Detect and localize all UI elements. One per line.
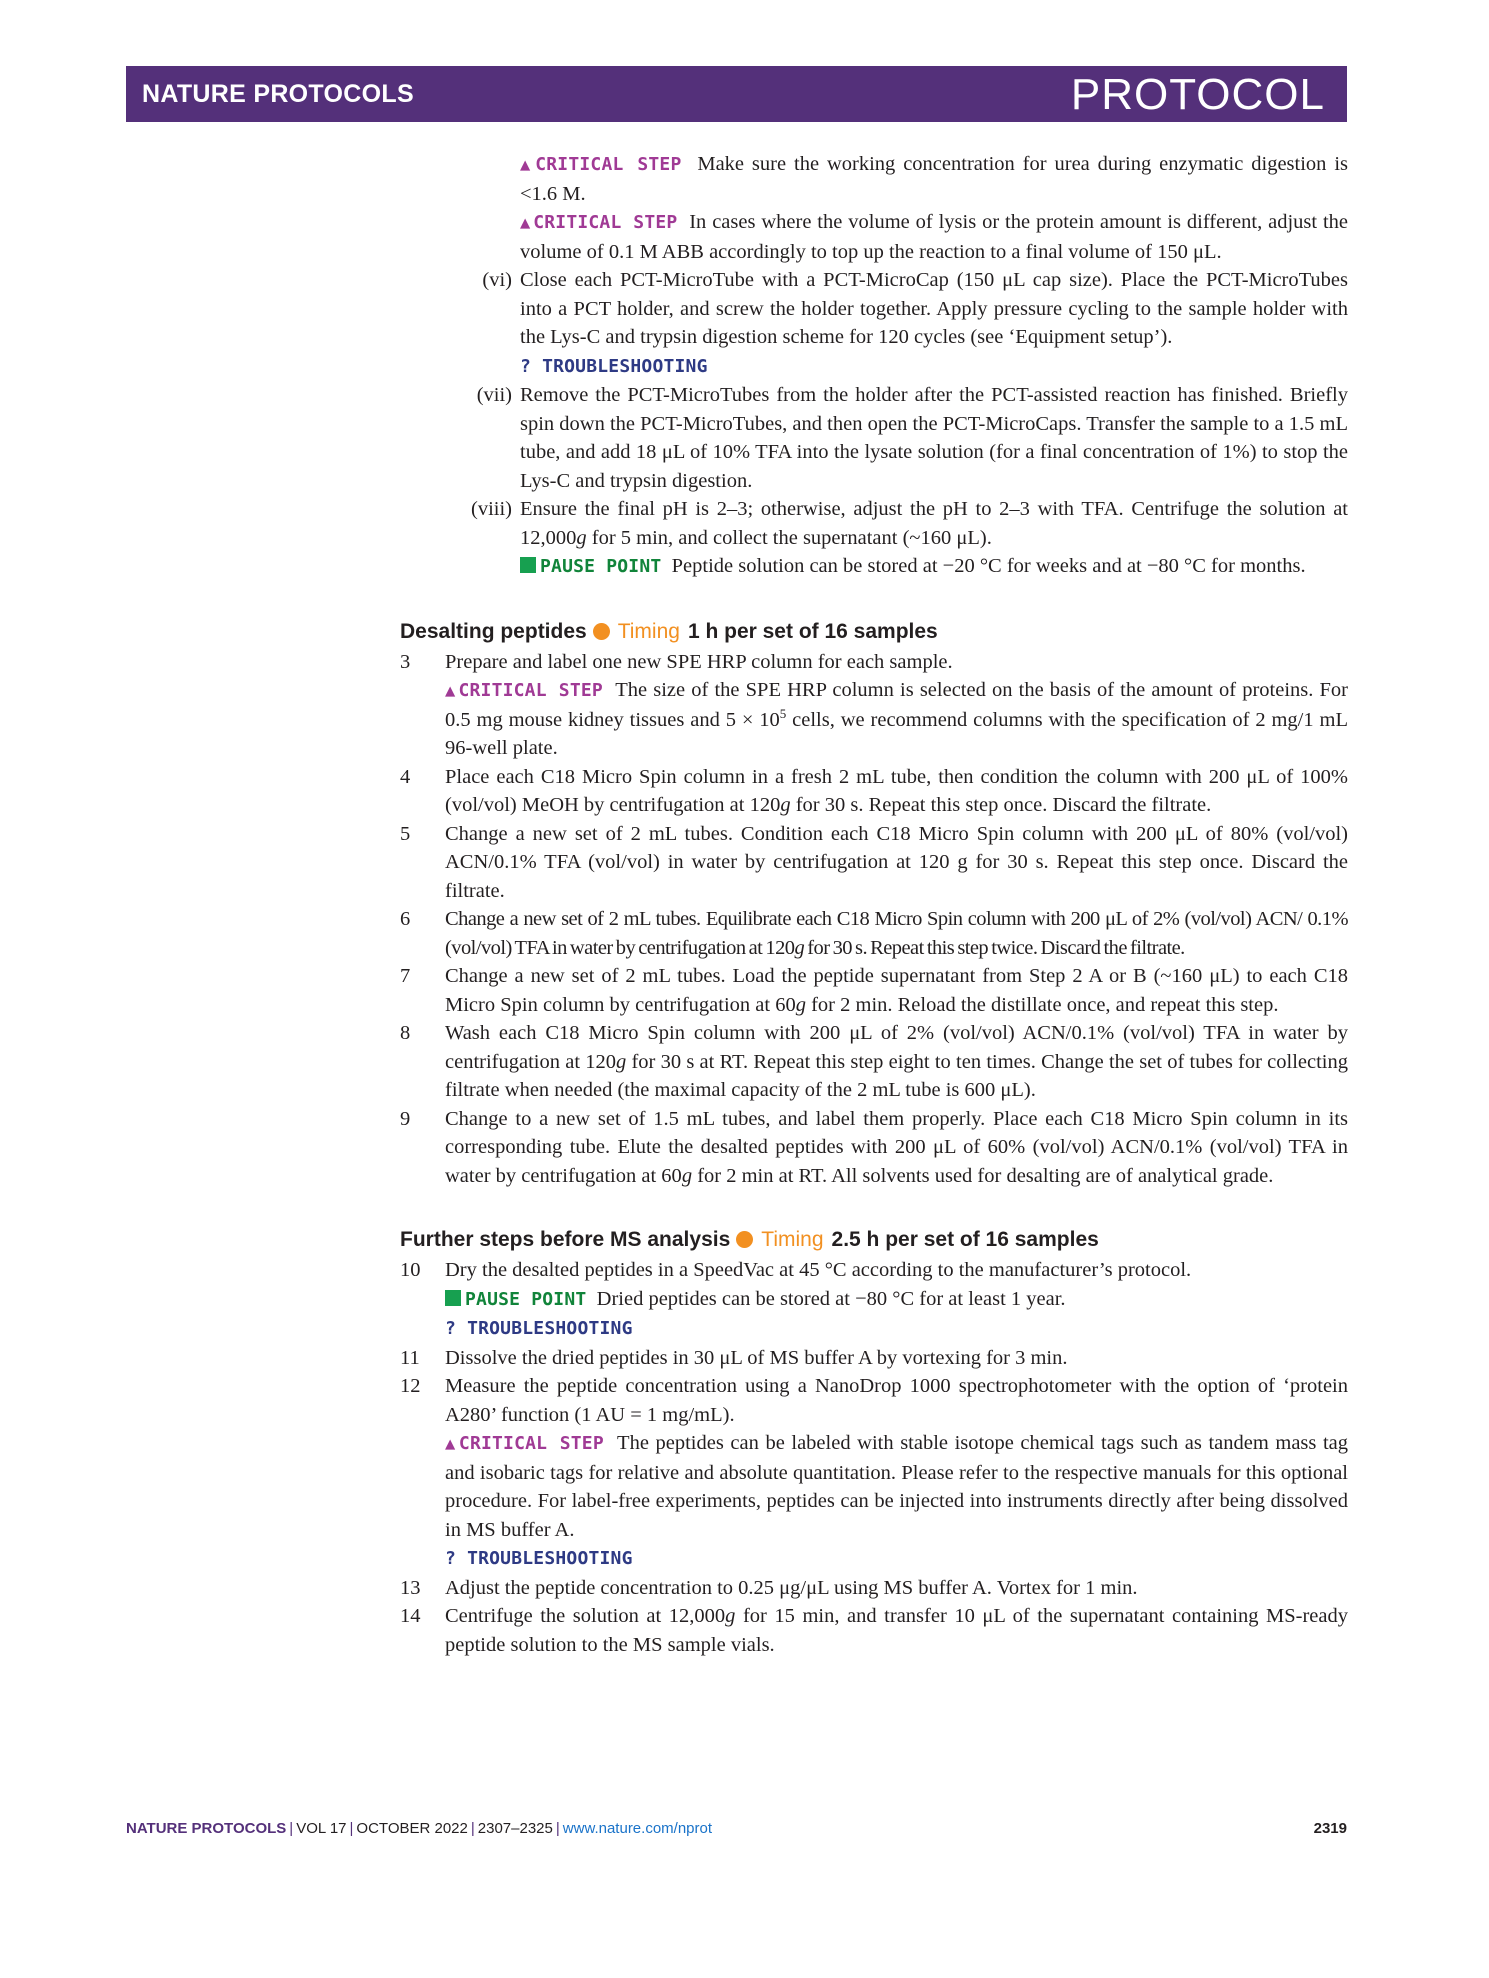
square-icon bbox=[520, 557, 536, 573]
step-number: 11 bbox=[400, 1346, 420, 1369]
step-6: 6 Change a new set of 2 mL tubes. Equilibrate each C18 Micro Spin column with 200 μL of 2% (vol/vol) ACN/ 0.1% (vol/vol) TFA in water by centrifugation at 120g for 30 s. Repeat this step twice. Discard the filtrate. bbox=[445, 905, 1348, 962]
substep-vii bbox=[476, 381, 1348, 495]
step-number: 10 bbox=[400, 1259, 421, 1281]
triangle-icon: ▲ bbox=[520, 155, 534, 175]
critical-step-tag: ▲ CRITICAL STEP bbox=[520, 212, 678, 233]
step-12 bbox=[400, 1372, 1348, 1429]
step-number: 12 bbox=[400, 1375, 421, 1397]
journal-name: NATURE PROTOCOLS bbox=[142, 80, 414, 108]
section-heading-desalting bbox=[400, 618, 1348, 646]
timing-value: 1 h per set of 16 samples bbox=[687, 619, 938, 643]
step-text: Dissolve the dried peptides in 30 μL of MS buffer A by vortexing for 3 min. bbox=[445, 1346, 1068, 1369]
note-text: Dried peptides can be stored at −80 °C for at least 1 year. bbox=[596, 1287, 1066, 1310]
section-heading-further-steps bbox=[400, 1226, 1348, 1254]
article-type: PROTOCOL bbox=[1070, 70, 1325, 119]
critical-note: ▲ CRITICAL STEP The size of the SPE HRP column is selected on the basis of the amount of proteins. For 0.5 mg mouse kidney tissues and $5 \times 10^5$ cells, we recommend columns with the specification of 2 mg/1 mL 96-well plate. bbox=[445, 679, 1348, 759]
protocol-content bbox=[400, 150, 1348, 1659]
troubleshooting-tag[interactable]: ? TROUBLESHOOTING bbox=[445, 1318, 633, 1339]
triangle-icon: ▲ bbox=[520, 213, 532, 233]
square-icon bbox=[445, 1290, 461, 1306]
critical-note bbox=[445, 1429, 1348, 1544]
step-10 bbox=[400, 1256, 1348, 1285]
pause-point-tag: PAUSE POINT bbox=[445, 1289, 586, 1310]
timing-label: Timing bbox=[761, 1228, 824, 1251]
step-4: 4 Place each C18 Micro Spin column in a fresh 2 mL tube, then condition the column with 200 μL of 100% (vol/vol) MeOH by centrifugation at 120g for 30 s. Repeat this step once. Discard the filtrate. bbox=[445, 763, 1348, 820]
step-number: 13 bbox=[400, 1576, 421, 1599]
step-number: 6 bbox=[400, 908, 410, 930]
timing-dot-icon bbox=[593, 623, 610, 640]
step-14: 14 Centrifuge the solution at 12,000g for 15 min, and transfer 10 μL of the supernatant containing MS-ready peptide solution to the MS sample vials. bbox=[445, 1602, 1348, 1659]
step-number: 3 bbox=[400, 650, 411, 673]
journal-header-bar bbox=[126, 66, 1347, 122]
step-number: 14 bbox=[400, 1605, 421, 1627]
step-number: 4 bbox=[400, 765, 411, 788]
step-3 bbox=[400, 648, 1348, 677]
substep-number: (vii) bbox=[476, 384, 512, 406]
step-number: 5 bbox=[400, 822, 411, 845]
critical-step-tag: ▲ CRITICAL STEP bbox=[520, 154, 682, 175]
footer-journal: NATURE PROTOCOLS bbox=[126, 1820, 287, 1837]
step-7: 7 Change a new set of 2 mL tubes. Load the peptide supernatant from Step 2 A or B (~160 μL) to each C18 Micro Spin column by centrifugation at 60g for 2 min. Reload the distillate once, and repeat this step. bbox=[445, 962, 1348, 1019]
footer-volume: VOL 17 bbox=[296, 1820, 347, 1837]
substep-text: Close each PCT-MicroTube with a PCT-MicroCap (150 μL cap size). Place the PCT-MicroTubes into a PCT holder, and screw the holder together. Apply pressure cycling to the sample holder with the Lys-C and trypsin digestion scheme for 120 cycles (see ‘Equipment setup’). bbox=[520, 269, 1348, 348]
step-8: 8 Wash each C18 Micro Spin column with 200 μL of 2% (vol/vol) ACN/0.1% (vol/vol) TFA in water by centrifugation at 120g for 30 s at RT. Repeat this step eight to ten times. Change the set of tubes for collecting filtrate when needed (the maximal capacity of the 2 mL tube is 600 μL). bbox=[445, 1019, 1348, 1105]
timing-dot-icon bbox=[736, 1231, 753, 1248]
timing-label: Timing bbox=[617, 619, 680, 643]
section-title: Desalting peptides bbox=[400, 619, 587, 643]
note-text: Peptide solution can be stored at −20 °C for weeks and at −80 °C for months. bbox=[671, 555, 1306, 577]
step-number: 7 bbox=[400, 965, 411, 987]
note-text: The peptides can be labeled with stable isotope chemical tags such as tandem mass tag and isobaric tags for relative and absolute quantitation. Please refer to the respective manuals for this optional procedure. For label-free experiments, peptides can be injected into instruments directly after being dissolved in MS buffer A. bbox=[445, 1432, 1349, 1541]
step-5 bbox=[400, 820, 1348, 906]
footer-url-link[interactable]: www.nature.com/nprot bbox=[562, 1820, 713, 1837]
substep-number: (vi) bbox=[482, 269, 512, 291]
pause-point-note bbox=[520, 552, 1348, 582]
step-11 bbox=[400, 1344, 1348, 1373]
step-text: Dry the desalted peptides in a SpeedVac at 45 °C according to the manufacturer’s protocol. bbox=[445, 1259, 1192, 1281]
note-text: In cases where the volume of lysis or the protein amount is different, adjust the volume of 0.1 M ABB accordingly to top up the reaction to a final volume of 150 μL. bbox=[520, 211, 1348, 263]
critical-note bbox=[520, 208, 1348, 266]
footer-pages: 2307–2325 bbox=[477, 1820, 553, 1837]
step-13 bbox=[400, 1574, 1348, 1603]
step-text: Change a new set of 2 mL tubes. Condition each C18 Micro Spin column with 200 μL of 80% (vol/vol) ACN/0.1% TFA (vol/vol) in water by centrifugation at 120 g for 30 s. Repeat this step once. Discard the filtrate. bbox=[445, 822, 1348, 902]
substep-vi bbox=[482, 266, 1348, 352]
pause-point-tag: PAUSE POINT bbox=[520, 556, 661, 577]
troubleshooting-link[interactable] bbox=[445, 1544, 1348, 1574]
troubleshooting-link[interactable] bbox=[445, 1314, 1348, 1344]
troubleshooting-tag[interactable]: ? TROUBLESHOOTING bbox=[520, 355, 708, 377]
step-text: Prepare and label one new SPE HRP column for each sample. bbox=[445, 650, 953, 673]
substep-text: Remove the PCT-MicroTubes from the holder after the PCT-assisted reaction has finished. Briefly spin down the PCT-MicroTubes, and then open the PCT-MicroCaps. Transfer the sample to a 1.5 mL tube, and add 18 μL of 10% TFA into the lysate solution (for a final concentration of 1%) to stop the Lys-C and trypsin digestion. bbox=[520, 384, 1348, 492]
step-number: 8 bbox=[400, 1022, 411, 1044]
troubleshooting-link[interactable] bbox=[520, 352, 1348, 382]
troubleshooting-tag[interactable]: ? TROUBLESHOOTING bbox=[445, 1548, 633, 1569]
substep-viii: (viii) Ensure the final pH is 2–3; otherwise, adjust the pH to 2–3 with TFA. Centrifuge the solution at 12,000g for 5 min, and collect the supernatant (~160 μL). bbox=[520, 495, 1348, 552]
triangle-icon: ▲ bbox=[445, 681, 457, 701]
critical-step-tag: ▲ CRITICAL STEP bbox=[445, 680, 603, 701]
triangle-icon: ▲ bbox=[445, 1434, 457, 1454]
step-number: 9 bbox=[400, 1107, 411, 1130]
step-9: 9 Change to a new set of 1.5 mL tubes, and label them properly. Place each C18 Micro Spin column in its corresponding tube. Elute the desalted peptides with 200 μL of 60% (vol/vol) ACN/0.1% (vol/vol) TFA in water by centrifugation at 60g for 2 min at RT. All solvents used for desalting are of analytical grade. bbox=[445, 1105, 1348, 1191]
critical-note bbox=[520, 150, 1348, 208]
timing-value: 2.5 h per set of 16 samples bbox=[831, 1228, 1099, 1251]
footer-citation: NATURE PROTOCOLS | VOL 17 | OCTOBER 2022 | 2307–2325 | www.nature.com/nprot bbox=[126, 1820, 713, 1837]
page-number: 2319 bbox=[1313, 1820, 1347, 1837]
step-text: Adjust the peptide concentration to 0.25 μg/μL using MS buffer A. Vortex for 1 min. bbox=[445, 1576, 1138, 1599]
footer-date: OCTOBER 2022 bbox=[356, 1820, 468, 1837]
critical-step-tag: ▲ CRITICAL STEP bbox=[445, 1433, 604, 1454]
note-text: Make sure the working concentration for urea during enzymatic digestion is <1.6 M. bbox=[520, 153, 1349, 205]
substep-number: (viii) bbox=[471, 498, 512, 520]
pause-point-note bbox=[445, 1285, 1348, 1315]
step-text: Measure the peptide concentration using a NanoDrop 1000 spectrophotometer with the option of ‘protein A280’ function (1 AU = 1 mg/mL). bbox=[445, 1375, 1348, 1426]
section-title: Further steps before MS analysis bbox=[400, 1228, 731, 1251]
